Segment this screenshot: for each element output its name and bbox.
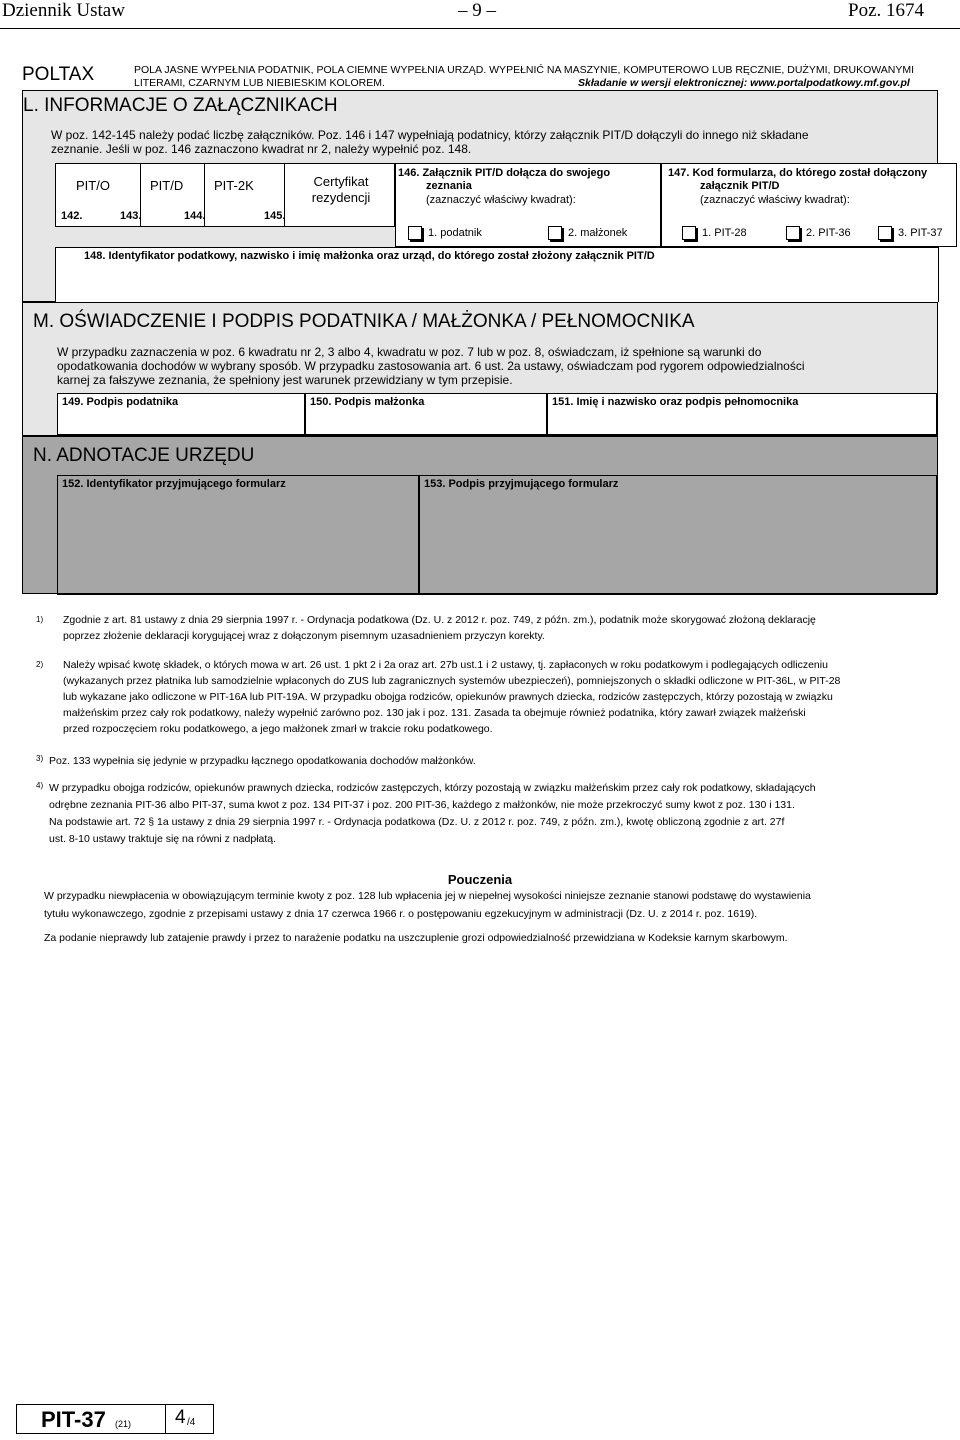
field-144[interactable]: 144. bbox=[184, 210, 206, 222]
option-malzonek[interactable] bbox=[548, 226, 627, 240]
footer-page: 4 bbox=[175, 1407, 186, 1428]
poltax-logo: POLTAX bbox=[22, 64, 95, 85]
option-podatnik[interactable] bbox=[408, 226, 482, 240]
page-number: – 9 – bbox=[458, 0, 496, 21]
field-153-box bbox=[419, 475, 937, 595]
instructions-line2: LITERAMI, CZARNYM LUB NIEBIESKIM KOLOREM. bbox=[134, 77, 385, 89]
footnote-4-line3: Na podstawie art. 72 § 1a ustawy z dnia 29 sierpnia 1997 r. - Ordynacja podatkowa (Dz. U. z 2012 r. poz. 749, z późn. zm.), kwotę obliczoną zgodnie z art. 27f bbox=[49, 816, 785, 828]
field-148-box[interactable] bbox=[55, 247, 939, 302]
option-pit28-label: 1. PIT-28 bbox=[702, 227, 747, 239]
section-n bbox=[22, 436, 938, 594]
field-147-title1: 147. Kod formularza, do którego został dołączony bbox=[668, 167, 928, 179]
footer-form-name: PIT-37 bbox=[41, 1407, 106, 1432]
electronic-filing: Składanie w wersji elektronicznej: www.portalpodatkowy.mf.gov.pl bbox=[578, 77, 910, 89]
checkbox-icon[interactable] bbox=[878, 226, 892, 240]
section-m-text2: opodatkowania dochodów w wybrany sposób. W przypadku zastosowania art. 6 ust. 2a ustawy, oświadczam pod rygorem odpowiedzialności bbox=[57, 359, 805, 373]
option-malzonek-label: 2. małżonek bbox=[568, 227, 628, 239]
option-pit37[interactable] bbox=[878, 226, 943, 240]
footnote-2-line3: lub wykazane jako odliczone w PIT-16A lub PIT-19A. W przypadku obojga rodziców, opiekunów prawnych dziecka, rodziców zastępczych, którzy pozostają w związku bbox=[63, 691, 833, 703]
option-podatnik-label: 1. podatnik bbox=[428, 227, 482, 239]
field-146-title1: 146. Załącznik PIT/D dołącza do swojego bbox=[398, 167, 611, 179]
footnote-2-line2: (wykazanych przez płatnika lub samodzielnie wpłaconych do ZUS lub zagranicznych systemów ubezpieczeń), pomniejszonych o składki odliczone w PIT-36L, w PIT-28 bbox=[63, 675, 841, 687]
footnote-4-mark: 4) bbox=[36, 781, 44, 790]
footnote-2-line4: małżeńskim przez cały rok podatkowy, należy wypełnić zarówno poz. 130 jak i poz. 131. Zasada ta obejmuje również podatnika, który zawarł związek małżeński bbox=[63, 707, 806, 719]
checkbox-icon[interactable] bbox=[682, 226, 696, 240]
pouczenia-title: Pouczenia bbox=[447, 872, 513, 887]
field-148-label: 148. Identyfikator podatkowy, nazwisko i imię małżonka oraz urząd, do którego został złożony załącznik PIT/D bbox=[84, 250, 655, 262]
footnote-2-mark: 2) bbox=[36, 660, 44, 669]
footnote-1-line2: poprzez złożenie deklaracji korygującej wraz z dołączonym pisemnym uzasadnieniem przyczyn korekty. bbox=[63, 630, 545, 642]
instructions-line1: POLA JASNE WYPEŁNIA PODATNIK, POLA CIEMNE WYPEŁNIA URZĄD. WYPEŁNIĆ NA MASZYNIE, KOMPUTEROWO LUB RĘCZNIE, DUŻYMI, DRUKOWANYMI bbox=[134, 64, 915, 76]
section-l bbox=[22, 90, 943, 302]
checkbox-icon[interactable] bbox=[786, 226, 800, 240]
field-147-hint: (zaznaczyć właściwy kwadrat): bbox=[700, 194, 850, 206]
col-pito: PIT/O bbox=[76, 178, 110, 193]
col-pit2k: PIT-2K bbox=[214, 178, 254, 193]
footnote-3-line1: Poz. 133 wypełnia się jedynie w przypadku łącznego opodatkowania dochodów małżonków. bbox=[49, 755, 476, 767]
footnote-2-line5: przed rozpoczęciem roku podatkowego, a jego małżonek zmarł w trakcie roku podatkowego. bbox=[63, 723, 493, 735]
field-150-box[interactable] bbox=[305, 393, 547, 435]
field-146-title2: zeznania bbox=[426, 180, 472, 192]
pouczenia-p2: Za podanie nieprawdy lub zatajenie prawdy i przez to narażenie podatku na uszczuplenie grozi odpowiedzialność przewidziana w Kodeksie karnym skarbowym. bbox=[44, 932, 788, 944]
field-151-box[interactable] bbox=[547, 393, 937, 435]
section-l-desc1: W poz. 142-145 należy podać liczbę załączników. Poz. 146 i 147 wypełniają podatnicy, którzy załącznik PIT/D dołączyli do innego niż składane bbox=[51, 128, 809, 142]
option-pit28[interactable] bbox=[682, 226, 747, 240]
field-151-label: 151. Imię i nazwisko oraz podpis pełnomocnika bbox=[552, 396, 799, 408]
field-153-label: 153. Podpis przyjmującego formularz bbox=[424, 478, 619, 490]
footer-form-version: (21) bbox=[115, 1419, 132, 1429]
checkbox-icon[interactable] bbox=[548, 226, 562, 240]
col-pitd: PIT/D bbox=[150, 178, 184, 193]
footnote-4-line1: W przypadku obojga rodziców, opiekunów prawnych dziecka, rodziców zastępczych, którzy pozostają w związku małżeńskim przez cały rok podatkowy, składających bbox=[49, 782, 816, 794]
footnote-4-line2: odrębne zeznania PIT-36 albo PIT-37, suma kwot z poz. 134 PIT-37 i poz. 200 PIT-36, każdego z małżonków, nie może przekroczyć sumy kwot z poz. 130 i 131. bbox=[49, 799, 795, 811]
section-m-text1: W przypadku zaznaczenia w poz. 6 kwadratu nr 2, 3 albo 4, kwadratu w poz. 7 lub w poz. 8, oświadczam, iż spełnione są warunki do bbox=[57, 345, 762, 359]
section-n-title: N. ADNOTACJE URZĘDU bbox=[33, 445, 255, 466]
field-147-box bbox=[661, 163, 957, 247]
journal-title: Dziennik Ustaw bbox=[2, 0, 125, 21]
checkbox-icon[interactable] bbox=[408, 226, 422, 240]
header-rule bbox=[0, 28, 960, 29]
position-number: Poz. 1674 bbox=[848, 0, 924, 21]
field-146-box bbox=[395, 163, 661, 247]
field-147-title2: załącznik PIT/D bbox=[700, 180, 780, 192]
field-142[interactable]: 142. bbox=[61, 210, 83, 222]
field-146-hint: (zaznaczyć właściwy kwadrat): bbox=[426, 194, 576, 206]
footnote-3-mark: 3) bbox=[36, 754, 44, 763]
footer-page-total: /4 bbox=[187, 1417, 196, 1428]
footnote-1-mark: 1) bbox=[36, 615, 44, 624]
option-pit36[interactable] bbox=[786, 226, 851, 240]
section-m-text3: karnej za fałszywe zeznania, że spełniony jest warunek przewidziany w tym przepisie. bbox=[57, 373, 513, 387]
option-pit37-label: 3. PIT-37 bbox=[898, 227, 943, 239]
footer-form-box bbox=[16, 1404, 214, 1434]
pouczenia-p1-line1: W przypadku niewpłacenia w obowiązującym terminie kwoty z poz. 128 lub wpłacenia jej w niepełnej wysokości niniejsze zeznanie stanowi podstawę do wystawienia bbox=[44, 890, 811, 902]
field-152-label: 152. Identyfikator przyjmującego formularz bbox=[62, 478, 286, 490]
section-l-title: L. INFORMACJE O ZAŁĄCZNIKACH bbox=[23, 95, 338, 116]
field-149-box[interactable] bbox=[57, 393, 305, 435]
field-143[interactable]: 143. bbox=[120, 210, 142, 222]
field-145[interactable]: 145. bbox=[264, 210, 286, 222]
footnote-4-line4: ust. 8-10 ustawy traktuje się na równi z nadpłatą. bbox=[49, 833, 277, 845]
field-149-label: 149. Podpis podatnika bbox=[62, 396, 179, 408]
footnote-1-line1: Zgodnie z art. 81 ustawy z dnia 29 sierpnia 1997 r. - Ordynacja podatkowa (Dz. U. z 2012 r. poz. 749, z późn. zm.), podatnik może skorygować złożoną deklarację bbox=[63, 614, 816, 626]
field-152-box bbox=[57, 475, 419, 595]
footnote-2-line1: Należy wpisać kwotę składek, o których mowa w art. 26 ust. 1 pkt 2 i 2a oraz art. 27b ust.1 i 2 ustawy, tj. zapłaconych w roku podatkowym i podlegających odliczeniu bbox=[63, 659, 828, 671]
section-m bbox=[22, 302, 938, 436]
option-pit36-label: 2. PIT-36 bbox=[806, 227, 851, 239]
section-m-title: M. OŚWIADCZENIE I PODPIS PODATNIKA / MAŁŻONKA / PEŁNOMOCNIKA bbox=[33, 311, 695, 332]
col-certyfikat: Certyfikat rezydencji bbox=[311, 174, 371, 205]
section-l-desc2: zeznanie. Jeśli w poz. 146 zaznaczono kwadrat nr 2, należy wypełnić poz. 148. bbox=[51, 142, 472, 156]
field-150-label: 150. Podpis małżonka bbox=[310, 396, 425, 408]
attachments-count-box bbox=[55, 163, 395, 227]
pouczenia-p1-line2: tytułu wykonawczego, zgodnie z przepisami ustawy z dnia 17 czerwca 1966 r. o postępowaniu egzekucyjnym w administracji (Dz. U. z 2014 r. poz. 1619). bbox=[44, 908, 758, 920]
